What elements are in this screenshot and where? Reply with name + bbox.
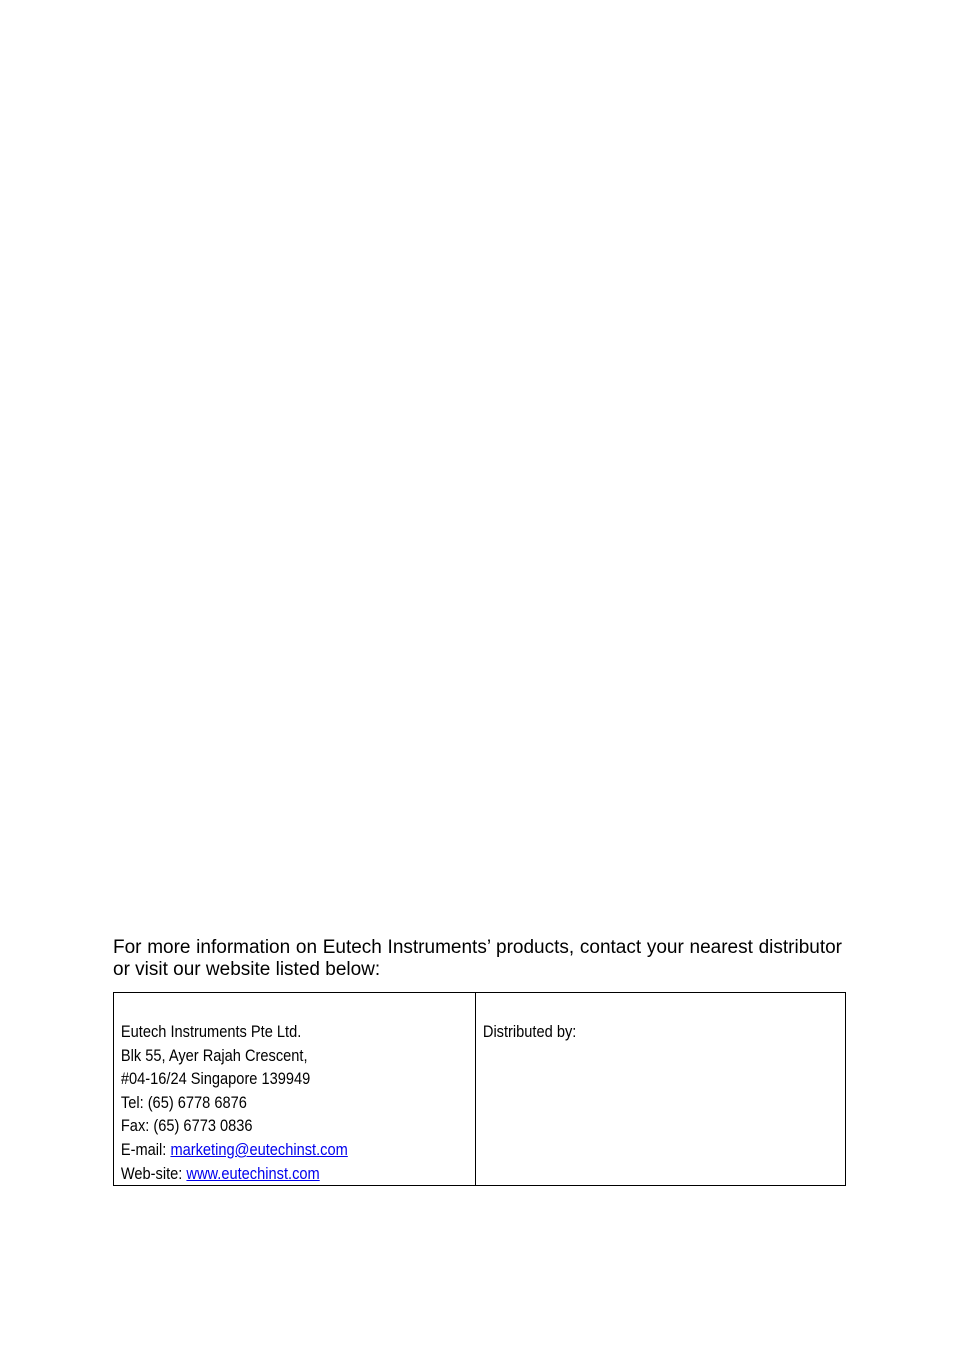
distributor-block: [476, 993, 793, 1044]
distributor-cell: [476, 993, 846, 1186]
email-link[interactable]: marketing@eutechinst.com: [170, 1139, 348, 1159]
company-contact-block: [114, 993, 424, 1185]
website-line: [121, 1162, 425, 1186]
fax: Fax: (65) 6773 0836: [120, 1116, 253, 1136]
email-line: [121, 1138, 425, 1162]
distributed-by-label: Distributed by:: [482, 1022, 577, 1041]
company-name: Eutech Instruments Pte Ltd.: [120, 1022, 302, 1041]
intro-paragraph: For more information on Eutech Instruments’ products, contact your nearest distributor or visit our website listed below:: [113, 937, 842, 980]
email-label: E-mail:: [120, 1139, 171, 1159]
contact-table: [113, 992, 846, 1186]
address-line-2: #04-16/24 Singapore 139949: [120, 1069, 311, 1089]
address-line-1: Blk 55, Ayer Rajah Crescent,: [120, 1045, 308, 1065]
company-contact-cell: [114, 993, 476, 1186]
contact-row: [114, 993, 846, 1186]
website-link[interactable]: www.eutechinst.com: [186, 1163, 320, 1183]
website-label: Web-site:: [120, 1163, 187, 1183]
telephone: Tel: (65) 6778 6876: [120, 1092, 247, 1112]
